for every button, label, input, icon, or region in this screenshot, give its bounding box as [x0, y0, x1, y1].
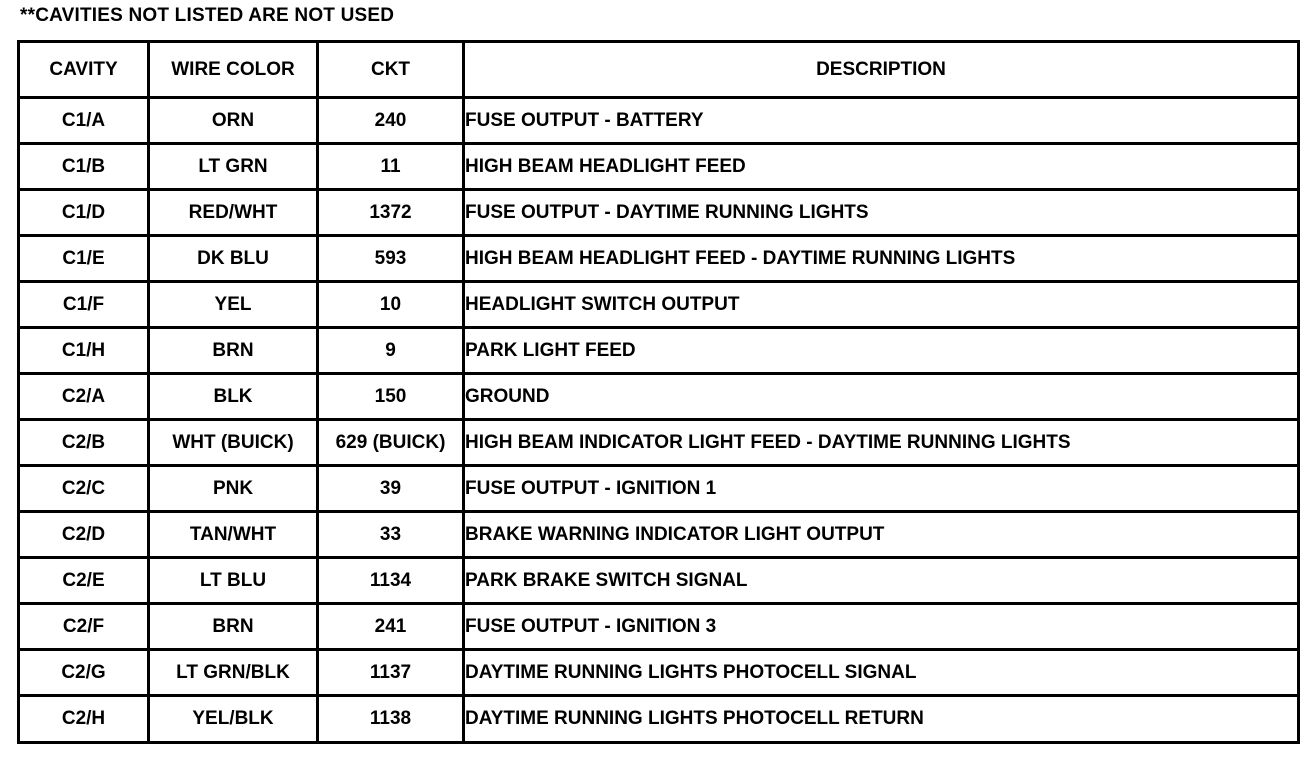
- wire-color-cell: BRN: [150, 605, 319, 651]
- description-cell: DAYTIME RUNNING LIGHTS PHOTOCELL RETURN: [465, 697, 1300, 744]
- description-cell: FUSE OUTPUT - DAYTIME RUNNING LIGHTS: [465, 191, 1300, 237]
- wire-color-cell: BLK: [150, 375, 319, 421]
- table-row: [20, 375, 1300, 421]
- wire-color-cell: LT GRN: [150, 145, 319, 191]
- table-row: [20, 651, 1300, 697]
- table-row: [20, 99, 1300, 145]
- description-cell: PARK BRAKE SWITCH SIGNAL: [465, 559, 1300, 605]
- wire-color-cell: LT GRN/BLK: [150, 651, 319, 697]
- ckt-cell: 629 (BUICK): [319, 421, 465, 467]
- cavity-cell: C1/B: [20, 145, 150, 191]
- wire-color-cell: YEL/BLK: [150, 697, 319, 744]
- description-cell: PARK LIGHT FEED: [465, 329, 1300, 375]
- ckt-cell: 10: [319, 283, 465, 329]
- wire-color-cell: YEL: [150, 283, 319, 329]
- table-row: [20, 559, 1300, 605]
- cavity-cell: C2/B: [20, 421, 150, 467]
- table-row: [20, 191, 1300, 237]
- table-row: [20, 145, 1300, 191]
- cavity-cell: C2/C: [20, 467, 150, 513]
- wire-color-cell: PNK: [150, 467, 319, 513]
- ckt-cell: 1134: [319, 559, 465, 605]
- cavity-cell: C2/D: [20, 513, 150, 559]
- cavity-cell: C1/H: [20, 329, 150, 375]
- ckt-cell: 9: [319, 329, 465, 375]
- cavity-cell: C1/D: [20, 191, 150, 237]
- connector-cavity-table: [17, 40, 1300, 744]
- description-cell: FUSE OUTPUT - BATTERY: [465, 99, 1300, 145]
- table-row: [20, 605, 1300, 651]
- header-ckt: CKT: [319, 43, 465, 99]
- wire-color-cell: ORN: [150, 99, 319, 145]
- header-wire-color: WIRE COLOR: [150, 43, 319, 99]
- ckt-cell: 1138: [319, 697, 465, 744]
- table-row: [20, 467, 1300, 513]
- cavity-cell: C2/F: [20, 605, 150, 651]
- description-cell: HIGH BEAM HEADLIGHT FEED - DAYTIME RUNNING LIGHTS: [465, 237, 1300, 283]
- table-row: [20, 697, 1300, 744]
- ckt-cell: 33: [319, 513, 465, 559]
- wire-color-cell: WHT (BUICK): [150, 421, 319, 467]
- ckt-cell: 1372: [319, 191, 465, 237]
- wire-color-cell: TAN/WHT: [150, 513, 319, 559]
- cavity-cell: C1/E: [20, 237, 150, 283]
- ckt-cell: 1137: [319, 651, 465, 697]
- cavity-cell: C2/E: [20, 559, 150, 605]
- table-row: [20, 513, 1300, 559]
- table-row: [20, 421, 1300, 467]
- description-cell: DAYTIME RUNNING LIGHTS PHOTOCELL SIGNAL: [465, 651, 1300, 697]
- cavity-cell: C1/A: [20, 99, 150, 145]
- ckt-cell: 240: [319, 99, 465, 145]
- header-description: DESCRIPTION: [465, 43, 1300, 99]
- description-cell: FUSE OUTPUT - IGNITION 1: [465, 467, 1300, 513]
- table-body: [20, 99, 1300, 744]
- description-cell: HEADLIGHT SWITCH OUTPUT: [465, 283, 1300, 329]
- description-cell: FUSE OUTPUT - IGNITION 3: [465, 605, 1300, 651]
- cavity-cell: C1/F: [20, 283, 150, 329]
- table-row: [20, 237, 1300, 283]
- ckt-cell: 39: [319, 467, 465, 513]
- ckt-cell: 11: [319, 145, 465, 191]
- header-cavity: CAVITY: [20, 43, 150, 99]
- description-cell: BRAKE WARNING INDICATOR LIGHT OUTPUT: [465, 513, 1300, 559]
- wire-color-cell: DK BLU: [150, 237, 319, 283]
- cavity-cell: C2/A: [20, 375, 150, 421]
- table-row: [20, 283, 1300, 329]
- description-cell: GROUND: [465, 375, 1300, 421]
- table-row: [20, 329, 1300, 375]
- table-header: [20, 43, 1300, 99]
- unused-cavities-note: **CAVITIES NOT LISTED ARE NOT USED: [20, 5, 395, 26]
- description-cell: HIGH BEAM INDICATOR LIGHT FEED - DAYTIME RUNNING LIGHTS: [465, 421, 1300, 467]
- ckt-cell: 241: [319, 605, 465, 651]
- cavity-cell: C2/G: [20, 651, 150, 697]
- wire-color-cell: BRN: [150, 329, 319, 375]
- description-cell: HIGH BEAM HEADLIGHT FEED: [465, 145, 1300, 191]
- header-row: [20, 43, 1300, 99]
- cavity-cell: C2/H: [20, 697, 150, 744]
- wire-color-cell: LT BLU: [150, 559, 319, 605]
- ckt-cell: 150: [319, 375, 465, 421]
- ckt-cell: 593: [319, 237, 465, 283]
- wire-color-cell: RED/WHT: [150, 191, 319, 237]
